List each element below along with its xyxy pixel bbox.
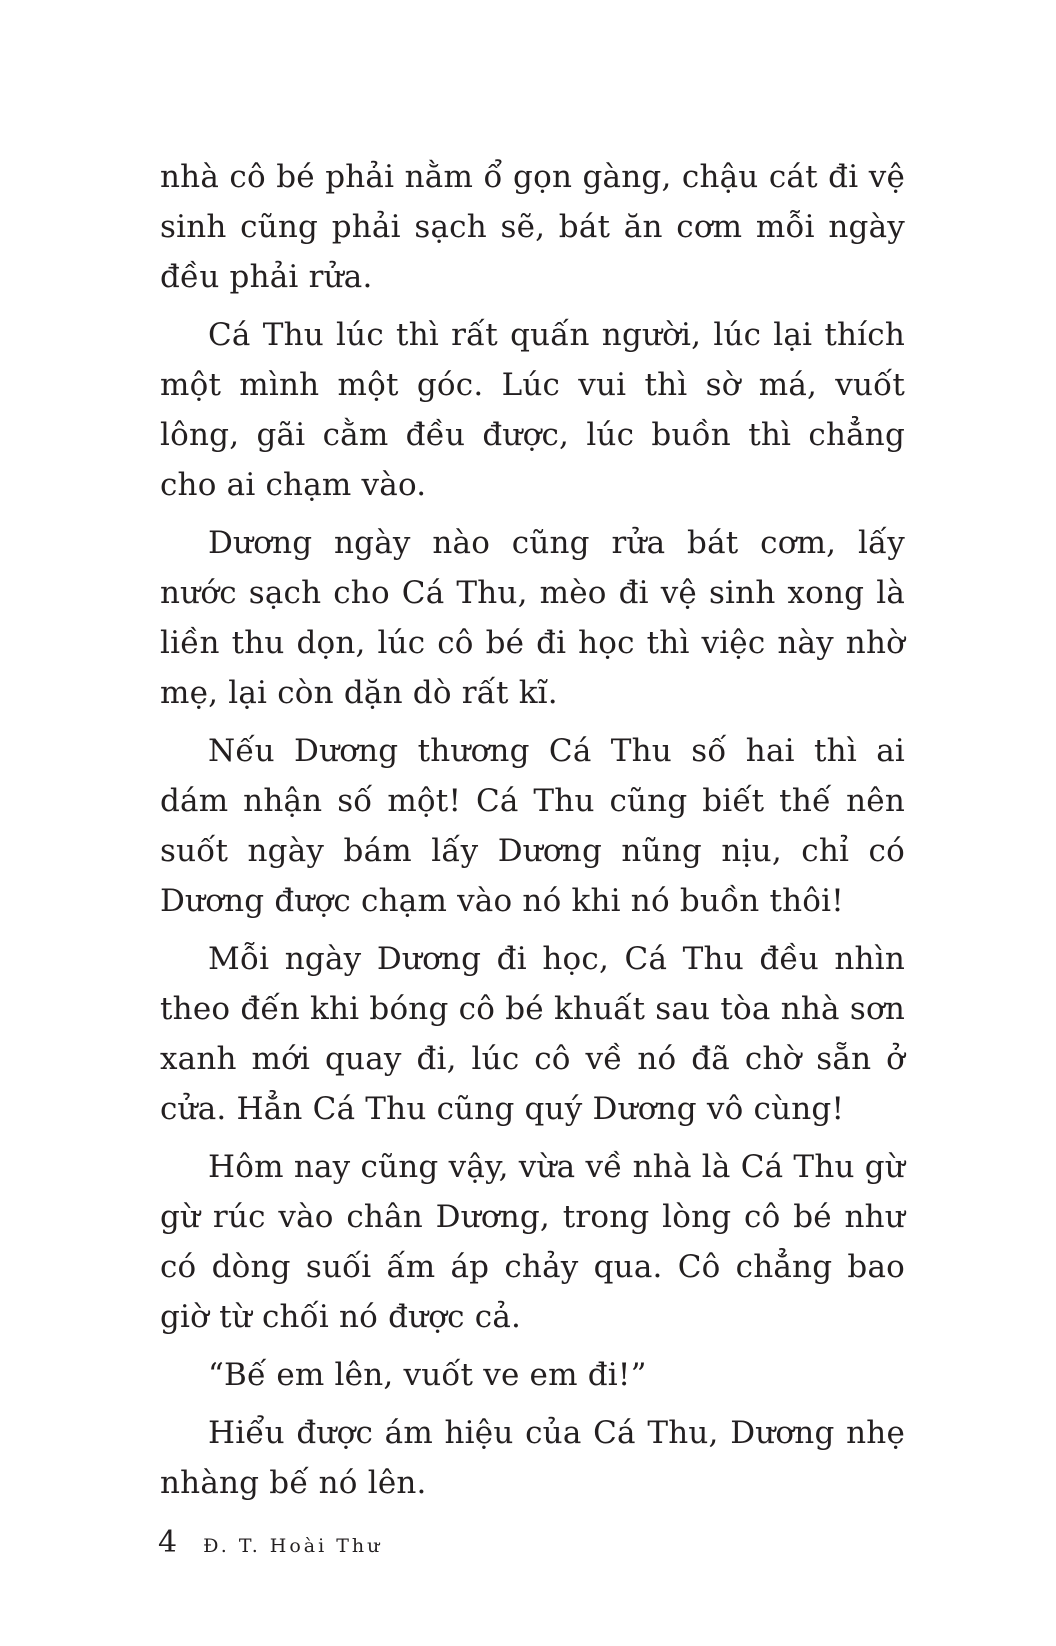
paragraph: Hiểu được ám hiệu của Cá Thu, Dương nhẹ nhàng bế nó lên. [160,1415,905,1501]
paragraph: Dương ngày nào cũng rửa bát cơm, lấy nước sạch cho Cá Thu, mèo đi vệ sinh xong là liền thu dọn, lúc cô bé đi học thì việc này nhờ mẹ, lại còn dặn dò rất kĩ. [160,525,905,711]
body-text [160,152,905,1516]
paragraph: Nếu Dương thương Cá Thu số hai thì ai dám nhận số một! Cá Thu cũng biết thế nên suốt ngày bám lấy Dương nũng nịu, chỉ có Dương được chạm vào nó khi nó buồn thôi! [160,733,905,919]
paragraph: Mỗi ngày Dương đi học, Cá Thu đều nhìn theo đến khi bóng cô bé khuất sau tòa nhà sơn xanh mới quay đi, lúc cô về nó đã chờ sẵn ở cửa. Hẳn Cá Thu cũng quý Dương vô cùng! [160,941,905,1127]
author-running-head: Đ. T. Hoài Thư [203,1535,383,1557]
paragraph: Hôm nay cũng vậy, vừa về nhà là Cá Thu gừ gừ rúc vào chân Dương, trong lòng cô bé như có dòng suối ấm áp chảy qua. Cô chẳng bao giờ từ chối nó được cả. [160,1149,905,1335]
paragraph: Cá Thu lúc thì rất quấn người, lúc lại thích một mình một góc. Lúc vui thì sờ má, vuốt lông, gãi cằm đều được, lúc buồn thì chẳng cho ai chạm vào. [160,317,905,503]
paragraph-continued: nhà cô bé phải nằm ổ gọn gàng, chậu cát đi vệ sinh cũng phải sạch sẽ, bát ăn cơm mỗi ngày đều phải rửa. [160,159,905,295]
dialogue-line: “Bế em lên, vuốt ve em đi!” [208,1357,647,1393]
page-number: 4 [158,1525,178,1560]
page-footer [158,1525,382,1565]
